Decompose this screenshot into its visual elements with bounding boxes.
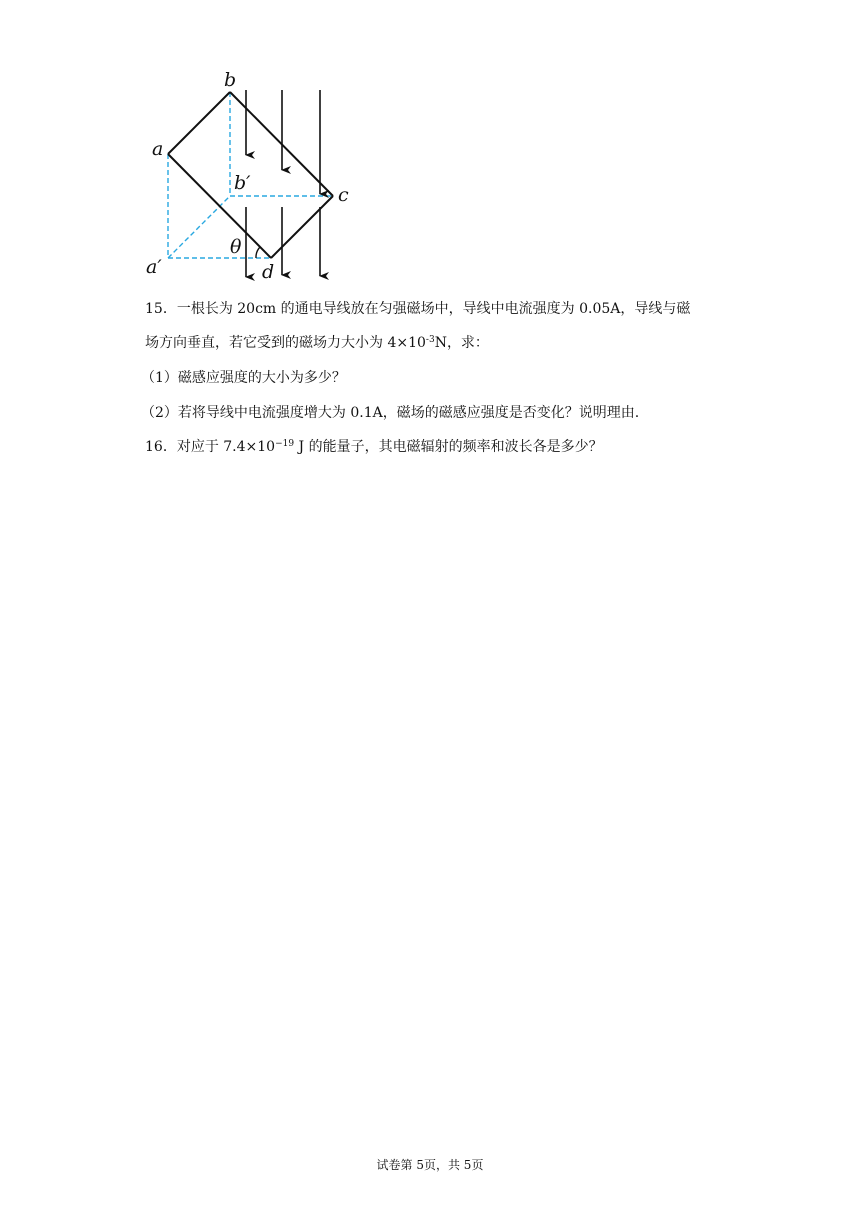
theta-arc (256, 247, 260, 258)
edge-d-a (168, 154, 271, 258)
q16-text: 16．对应于 7.4×10 (145, 439, 276, 455)
question-15-sub2: （2）若将导线中电流强度增大为 0.1A，磁场的磁感应强度是否变化？说明理由. (141, 405, 640, 421)
edge-a-b (168, 92, 230, 154)
label-b: b (224, 69, 237, 91)
q16-exponent: −19 (275, 439, 295, 449)
page-footer: 试卷第 5页，共 5页 (376, 1158, 484, 1172)
label-theta: θ (230, 236, 242, 258)
q15-line2-tail: N，求： (434, 335, 489, 351)
question-16 (145, 437, 603, 457)
physics-diagram (140, 70, 370, 285)
q15-exponent: -3 (425, 335, 435, 345)
question-15-line1: 15．一根长为 20cm 的通电导线放在匀强磁场中，导线中电流强度为 0.05A，导线与磁 (145, 301, 691, 317)
label-aprime: a′ (146, 256, 162, 278)
label-a: a (152, 138, 164, 160)
dashed-edges (168, 92, 333, 258)
diagram-svg (140, 70, 370, 285)
label-c: c (338, 184, 349, 206)
edge-c-d (271, 196, 333, 258)
label-bprime: b′ (234, 172, 251, 194)
label-d: d (262, 261, 275, 283)
q15-line2-text: 场方向垂直，若它受到的磁场力大小为 4×10 (145, 335, 426, 351)
edge-aprime-bprime (168, 196, 230, 258)
question-15-line2 (145, 333, 489, 353)
q16-tail: J 的能量子，其电磁辐射的频率和波长各是多少？ (294, 439, 603, 455)
question-15-sub1: （1）磁感应强度的大小为多少？ (141, 370, 346, 386)
